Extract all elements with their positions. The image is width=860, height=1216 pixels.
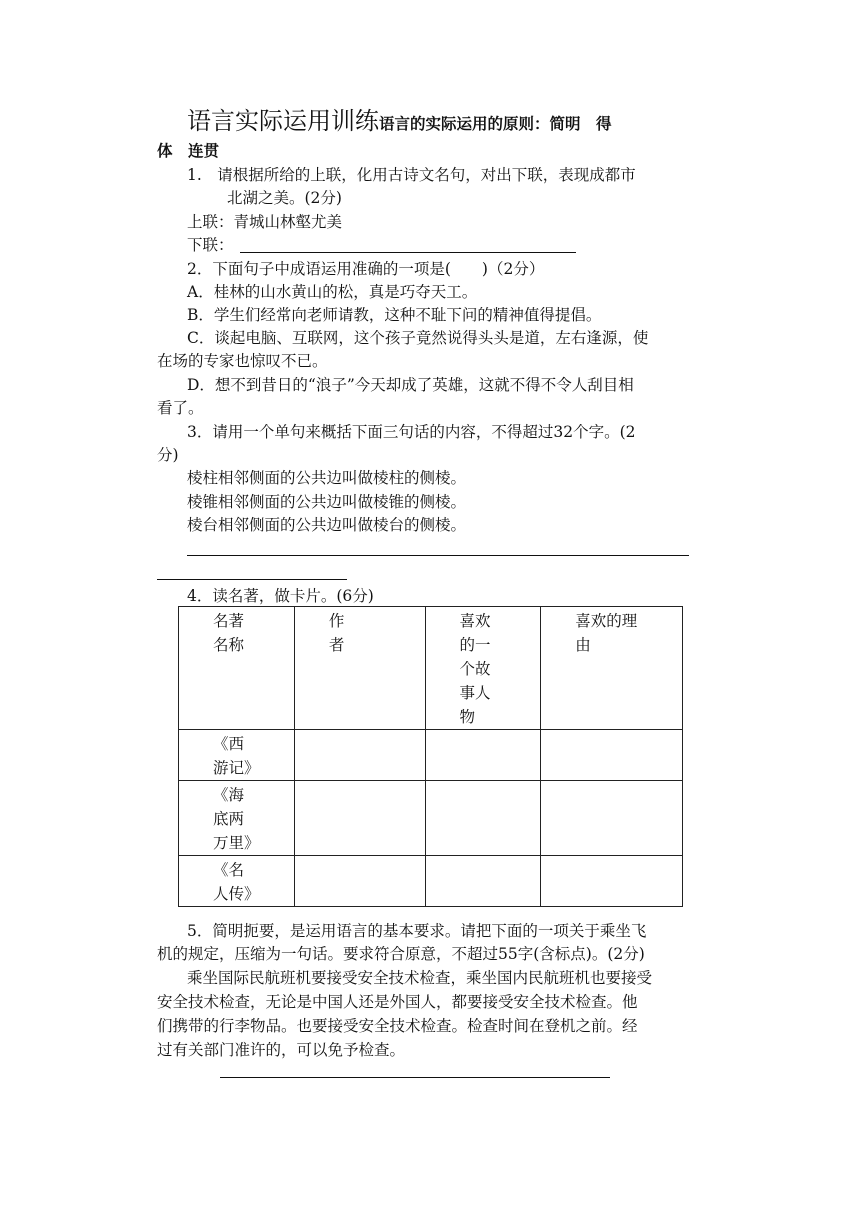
table-header-row: [179, 607, 683, 730]
header-text: 名著: [213, 612, 245, 630]
header-text: 喜欢: [459, 612, 491, 630]
book-name-text: 《西: [213, 735, 245, 753]
title-main: 语言实际运用训练: [187, 107, 379, 135]
q2-option-d2: 看了。: [157, 399, 204, 417]
q2-option-b: B．学生们经常向老师请教，这种不耻下问的精神值得提倡。: [187, 306, 602, 324]
q5-line2: 机的规定，压缩为一句话。要求符合原意，不超过55字(含标点)。(2分): [157, 945, 645, 963]
page-title: [187, 107, 612, 135]
character-cell[interactable]: [425, 856, 541, 907]
reason-cell[interactable]: [541, 730, 683, 781]
author-cell[interactable]: [294, 856, 425, 907]
book-name-text: 《海: [213, 786, 245, 804]
header-text: 个故: [459, 660, 491, 678]
header-text: 者: [328, 636, 345, 654]
reason-cell[interactable]: [541, 856, 683, 907]
book-card-table: [178, 606, 683, 907]
q2-stem: 2．下面句子中成语运用准确的一项是( )（2分）: [187, 260, 545, 278]
q5-passage-1: 乘坐国际民航班机要接受安全技术检查，乘坐国内民航班机也要接受: [187, 969, 653, 987]
q2-option-c2: 在场的专家也惊叹不已。: [157, 352, 328, 370]
header-reason: [541, 607, 683, 730]
book-name-text: 底两: [213, 810, 245, 828]
table-row: [179, 856, 683, 907]
book-name-text: 人传》: [213, 885, 260, 903]
book-name-text: 游记》: [213, 759, 260, 777]
q4-stem: 4．读名著，做卡片。(6分): [187, 587, 374, 605]
header-text: 作: [328, 612, 345, 630]
q3-sentence-2: 棱锥相邻侧面的公共边叫做棱锥的侧棱。: [187, 493, 467, 511]
q5-passage-4: 过有关部门准许的，可以免予检查。: [157, 1041, 406, 1059]
reason-cell[interactable]: [541, 781, 683, 856]
book-name-text: 万里》: [213, 834, 260, 852]
q5-passage-2: 安全技术检查，无论是中国人还是外国人，都要接受安全技术检查。他: [157, 993, 638, 1011]
table-row: [179, 730, 683, 781]
header-text: 喜欢的理: [575, 612, 638, 630]
character-cell[interactable]: [425, 781, 541, 856]
table-row: [179, 781, 683, 856]
q1-line1: 1. 请根据所给的上联，化用古诗文名句，对出下联，表现成都市: [187, 166, 636, 184]
q3-sentence-1: 棱柱相邻侧面的公共边叫做棱柱的侧棱。: [187, 469, 467, 487]
q3-answer-line-1[interactable]: [187, 555, 689, 556]
q1-line2: 北湖之美。(2分): [227, 189, 342, 207]
title-sub-continued: 体 连贯: [157, 142, 220, 160]
header-text: 事人: [459, 684, 491, 702]
q1-lower: 下联：: [187, 236, 234, 254]
header-text: 名称: [213, 636, 245, 654]
book-name-text: 《名: [213, 861, 245, 879]
q5-passage-3: 们携带的行李物品。也要接受安全技术检查。检查时间在登机之前。经: [157, 1017, 638, 1035]
header-book-name: [179, 607, 295, 730]
q2-option-a: A．桂林的山水黄山的松，真是巧夺天工。: [187, 283, 478, 301]
header-favorite-character: [425, 607, 541, 730]
q3-answer-line-2[interactable]: [157, 579, 347, 580]
q3-stem2: 分): [157, 446, 179, 464]
author-cell[interactable]: [294, 730, 425, 781]
book-name-cell: [179, 730, 295, 781]
q2-option-c1: C．谈起电脑、互联网，这个孩子竟然说得头头是道，左右逢源，使: [187, 329, 649, 347]
q2-option-d1: D．想不到昔日的“浪子”今天却成了英雄，这就不得不令人刮目相: [187, 376, 634, 394]
q5-answer-line[interactable]: [220, 1077, 610, 1078]
q3-sentence-3: 棱台相邻侧面的公共边叫做棱台的侧棱。: [187, 516, 467, 534]
book-name-cell: [179, 781, 295, 856]
q1-answer-line[interactable]: [240, 252, 576, 253]
header-text: 物: [459, 708, 476, 726]
q1-upper: 上联：青城山林壑尤美: [187, 213, 343, 231]
header-text: 的一: [459, 636, 491, 654]
q3-stem1: 3．请用一个单句来概括下面三句话的内容，不得超过32个字。(2: [187, 423, 636, 441]
author-cell[interactable]: [294, 781, 425, 856]
character-cell[interactable]: [425, 730, 541, 781]
header-author: [294, 607, 425, 730]
header-text: 由: [575, 636, 591, 654]
book-name-cell: [179, 856, 295, 907]
title-sub: 语言的实际运用的原则：简明 得: [379, 115, 612, 133]
q5-line1: 5．简明扼要，是运用语言的基本要求。请把下面的一项关于乘坐飞: [187, 922, 647, 940]
